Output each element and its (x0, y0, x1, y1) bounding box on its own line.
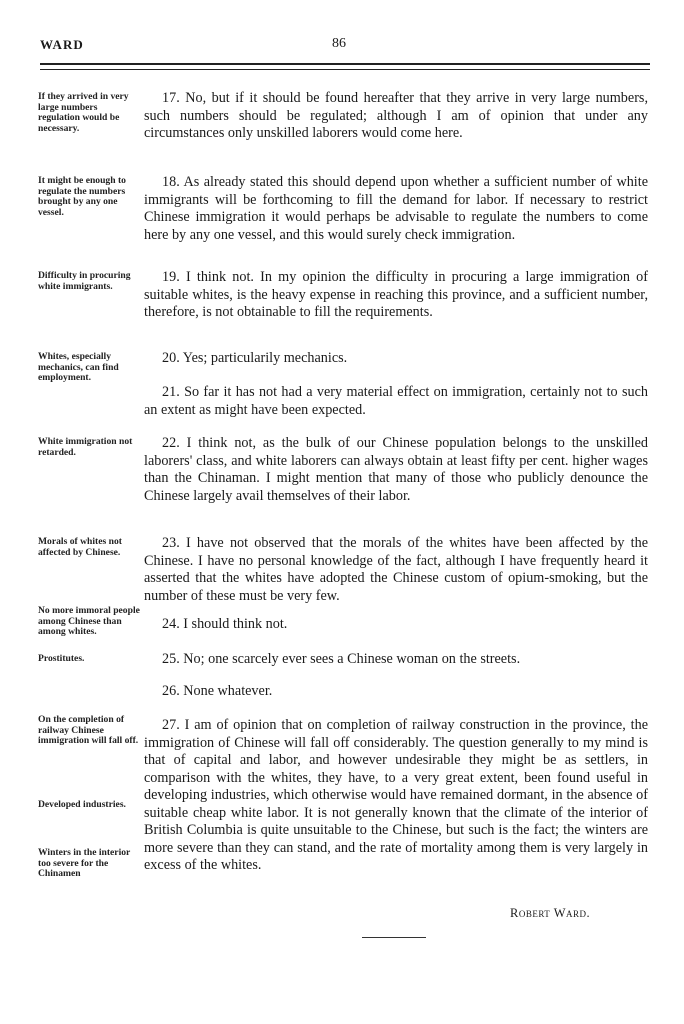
margin-note: Morals of whites not affected by Chinese. (38, 536, 122, 558)
margin-note: It might be enough to regulate the numbers brought by any one vessel. (38, 175, 126, 218)
margin-note: White immigration not retarded. (38, 436, 133, 458)
answer-paragraph: 20. Yes; particularily mechanics. (162, 350, 348, 366)
header-rule-thin (40, 69, 650, 70)
margin-note: Developed industries. (38, 799, 126, 810)
margin-note: Prostitutes. (38, 653, 85, 664)
margin-note: Whites, especially mechanics, can find employment. (38, 351, 119, 383)
margin-note: No more immoral people among Chinese than among whites. (38, 605, 140, 637)
answer-paragraph: 24. I should think not. (162, 616, 288, 632)
margin-note: Winters in the interior too severe for the Chinamen (38, 847, 131, 879)
end-rule (362, 937, 426, 938)
answer-paragraph: 21. So far it has not had a very material effect on immigration, certainly not to such an extent as might have been expected. (144, 384, 648, 418)
page-number: 86 (332, 36, 346, 51)
answer-paragraph: 26. None whatever. (162, 683, 273, 699)
answer-paragraph: 18. As already stated this should depend upon whether a sufficient number of white immigrants will be forthcoming to fill the demand for labor. If necessary to restrict Chinese immigration it would perhaps be advisable to regulate the numbers to come here by any one vessel, and this would surely check immigration. (144, 174, 648, 243)
header-rule-thick (40, 63, 650, 65)
margin-note: Difficulty in procuring white immigrants. (38, 270, 131, 292)
answer-paragraph: 23. I have not observed that the morals of the whites have been affected by the Chinese. I have no personal knowledge of the fact, although I have frequently heard it asserted that the whites have adopted the Chinese custom of opium-smoking, but the number of these must be very few. (144, 535, 648, 604)
margin-note: If they arrived in very large numbers regulation would be necessary. (38, 91, 129, 134)
margin-note: On the completion of railway Chinese immigration will fall off. (38, 714, 139, 746)
answer-paragraph: 17. No, but if it should be found hereafter that they arrive in very large numbers, such numbers should be regulated; although I am of opinion that under any circumstances only unskilled laborers would come here. (144, 90, 648, 141)
signature: Robert Ward. (510, 906, 591, 920)
answer-paragraph: 22. I think not, as the bulk of our Chinese population belongs to the unskilled laborers' class, and white laborers can always obtain at least fifty per cent. higher wages than the Chinaman. I might mention that many of those who publicly denounce the Chinese largely avail themselves of their labor. (144, 435, 648, 504)
answer-paragraph: 19. I think not. In my opinion the difficulty in procuring a large immigration of suitable whites, is the heavy expense in reaching this province, and a sufficient number, therefore, is not obtainable to fill the requirements. (144, 269, 648, 320)
running-head: WARD (40, 37, 84, 52)
answer-paragraph: 25. No; one scarcely ever sees a Chinese woman on the streets. (162, 651, 521, 667)
answer-paragraph: 27. I am of opinion that on completion of railway construction in the province, the immigration of Chinese will fall off considerably. The question generally to my mind is that of capital and labor, and however undesirable they might be as settlers, in comparison with the whites, they have, to a very great extent, been found useful in developing industries, which otherwise would have remained dormant, in the absence of suitable cheap white labor. It is not generally known that the climate of the interior of British Columbia is quite unsuitable to the Chinese, but such is the fact; the winters are more severe than they can stand, and the rate of mortality among them is very largely in excess of the whites. (144, 717, 648, 873)
